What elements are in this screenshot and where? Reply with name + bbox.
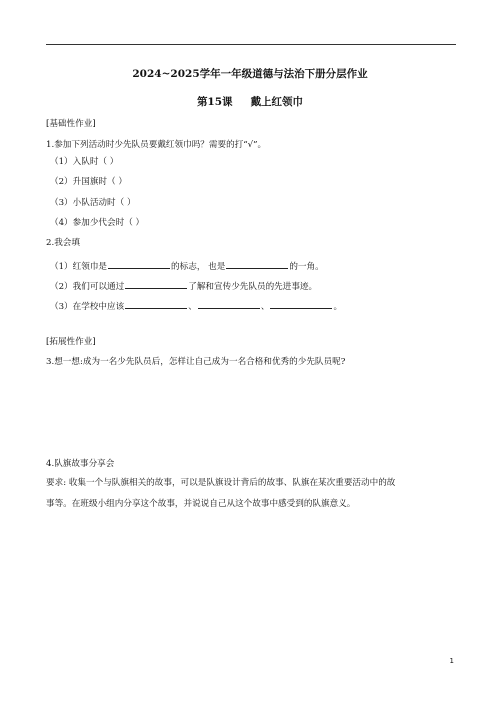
fill-blank[interactable] xyxy=(125,298,187,309)
q1-item-2: （2）升国旗时（ ） xyxy=(50,177,127,187)
lesson-title xyxy=(0,94,500,109)
section-basic-heading: [基础性作业] xyxy=(46,119,96,129)
q2c-end: 。 xyxy=(333,302,343,312)
q2-item-2 xyxy=(50,278,317,293)
document-title: 2024~2025学年一年级道德与法治下册分层作业 xyxy=(132,68,368,80)
fill-blank[interactable] xyxy=(125,278,187,289)
q2-item-1 xyxy=(50,258,324,273)
q2b-text-1: （2）我们可以通过 xyxy=(50,282,125,292)
q1-item-4: （4）参加少代会时（ ） xyxy=(50,218,145,228)
q2-stem: 2.我会填 xyxy=(46,238,80,248)
q2c-separator-1: 、 xyxy=(188,302,197,312)
q2a-text-1: （1）红领巾是 xyxy=(50,262,108,272)
header-rule xyxy=(46,44,456,45)
q4-requirement-line-2: 事等。在班级小组内分享这个故事，并说说自己从这个故事中感受到的队旗意义。 xyxy=(46,499,356,509)
fill-blank[interactable] xyxy=(198,298,260,309)
q2a-text-2: 的标志， 也是 xyxy=(171,262,226,272)
q3-stem: 3.想一想:成为一名少先队员后，怎样让自己成为一名合格和优秀的少先队员呢? xyxy=(46,357,346,367)
q1-item-1: （1）入队时（ ） xyxy=(50,157,119,167)
section-extension-heading: [拓展性作业] xyxy=(46,337,96,347)
q2c-separator-2: 、 xyxy=(260,302,270,312)
q2b-text-2: 了解和宣传少先队员的先进事迹。 xyxy=(188,282,318,292)
fill-blank[interactable] xyxy=(108,258,170,269)
fill-blank[interactable] xyxy=(226,258,288,269)
fill-blank[interactable] xyxy=(270,298,332,309)
q4-requirement-line-1: 要求: 收集一个与队旗相关的故事，可以是队旗设计背后的故事、队旗在某次重要活动中的故 xyxy=(46,478,396,488)
q2-item-3 xyxy=(50,298,342,313)
q2a-text-3: 的一角。 xyxy=(289,262,324,272)
q1-item-3: （3）小队活动时（ ） xyxy=(50,198,136,208)
page-number: 1 xyxy=(449,657,454,665)
q4-stem: 4.队旗故事分享会 xyxy=(46,459,115,469)
lesson-name: 戴上红领巾 xyxy=(250,96,304,108)
q2c-text-1: （3）在学校中应该 xyxy=(50,302,125,312)
q1-stem: 1.参加下列活动时少先队员要戴红领巾吗？需要的打“√”。 xyxy=(46,140,267,150)
lesson-number: 第15课 xyxy=(196,96,233,108)
